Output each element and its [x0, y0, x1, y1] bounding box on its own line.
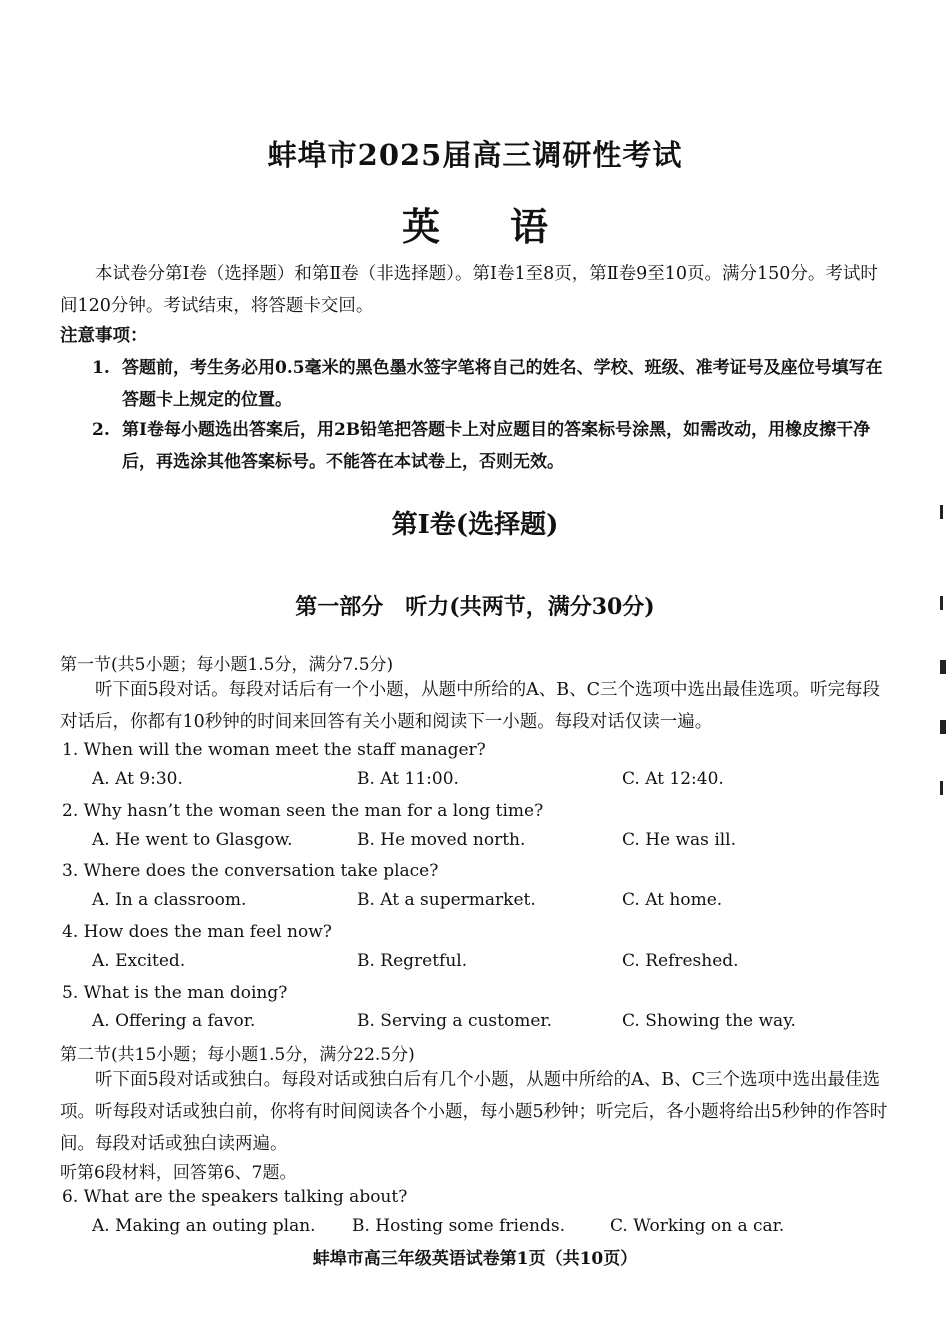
section2-heading: 第二节(共15小题；每小题1.5分，满分22.5分) [60, 1045, 415, 1065]
question-options [92, 769, 892, 795]
volume-title: 第Ⅰ卷(选择题) [391, 510, 559, 540]
notice-item-number: 1. [92, 358, 110, 378]
option-a: A. Excited. [92, 951, 186, 971]
question-options [92, 1011, 892, 1037]
option-c: C. At home. [622, 890, 723, 910]
subject-title: 英语 [401, 204, 618, 249]
option-b: B. Hosting some friends. [352, 1216, 566, 1236]
notice-item-text: 答题前，考生务必用0.5毫米的黑色墨水签字笔将自己的姓名、学校、班级、准考证号及座位号填写在答题卡上规定的位置。 [122, 358, 883, 410]
option-a: A. Offering a favor. [92, 1011, 256, 1031]
question-options [92, 951, 892, 977]
option-c: C. Working on a car. [610, 1216, 785, 1236]
question-stem: 6. What are the speakers talking about? [62, 1187, 408, 1207]
notice-heading: 注意事项： [60, 326, 148, 346]
material-note: 听第6段材料，回答第6、7题。 [60, 1163, 297, 1183]
option-b: B. At 11:00. [357, 769, 459, 789]
option-c: C. He was ill. [622, 830, 737, 850]
section1-heading: 第一节(共5小题；每小题1.5分，满分7.5分) [60, 655, 394, 675]
question-stem: 3. Where does the conversation take place? [62, 861, 439, 881]
section1-instructions [60, 674, 890, 738]
page-footer: 蚌埠市高三年级英语试卷第1页（共10页） [312, 1249, 638, 1269]
scan-edge-mark [940, 720, 946, 734]
option-b: B. Regretful. [357, 951, 468, 971]
intro-paragraph [60, 258, 890, 322]
option-a: A. In a classroom. [92, 890, 247, 910]
notice-item-text: 第Ⅰ卷每小题选出答案后，用2B铅笔把答题卡上对应题目的答案标号涂黑，如需改动，用橡皮擦干净后，再选涂其他答案标号。不能答在本试卷上，否则无效。 [122, 420, 871, 472]
scan-edge-mark [940, 660, 946, 674]
notice-item [92, 352, 892, 416]
question-options [92, 830, 892, 856]
scan-edge-mark [940, 596, 943, 610]
option-c: C. At 12:40. [622, 769, 724, 789]
question-options [92, 890, 892, 916]
question-stem: 2. Why hasn’t the woman seen the man for a long time? [62, 801, 544, 821]
question-stem: 5. What is the man doing? [62, 983, 288, 1003]
question-stem: 1. When will the woman meet the staff manager? [62, 740, 486, 760]
option-b: B. He moved north. [357, 830, 526, 850]
option-c: C. Showing the way. [622, 1011, 796, 1031]
question-options [92, 1216, 892, 1242]
exam-title: 蚌埠市2025届高三调研性考试 [267, 138, 683, 172]
option-c: C. Refreshed. [622, 951, 739, 971]
section2-instructions [60, 1064, 890, 1160]
notice-item-number: 2. [92, 420, 110, 440]
question-stem: 4. How does the man feel now? [62, 922, 332, 942]
option-a: A. At 9:30. [92, 769, 183, 789]
section2-instructions-text: 听下面5段对话或独白。每段对话或独白后有几个小题，从题中所给的A、B、C三个选项中选出最佳选项。听每段对话或独白前，你将有时间阅读各个小题，每小题5秒钟；听完后，各小题将给出5秒钟的作答时间。每段对话或独白读两遍。 [60, 1070, 888, 1154]
option-a: A. He went to Glasgow. [92, 830, 293, 850]
scan-edge-mark [940, 505, 943, 519]
option-b: B. At a supermarket. [357, 890, 536, 910]
option-b: B. Serving a customer. [357, 1011, 553, 1031]
section1-instructions-text: 听下面5段对话。每段对话后有一个小题，从题中所给的A、B、C三个选项中选出最佳选项。听完每段对话后，你都有10秒钟的时间来回答有关小题和阅读下一小题。每段对话仅读一遍。 [60, 680, 881, 732]
intro-text: 本试卷分第Ⅰ卷（选择题）和第Ⅱ卷（非选择题）。第Ⅰ卷1至8页，第Ⅱ卷9至10页。满分150分。考试时间120分钟。考试结束，将答题卡交回。 [60, 264, 878, 316]
option-a: A. Making an outing plan. [92, 1216, 316, 1236]
notice-item [92, 414, 892, 478]
part-title: 第一部分 听力(共两节，满分30分) [295, 594, 655, 620]
scan-edge-mark [940, 781, 943, 795]
